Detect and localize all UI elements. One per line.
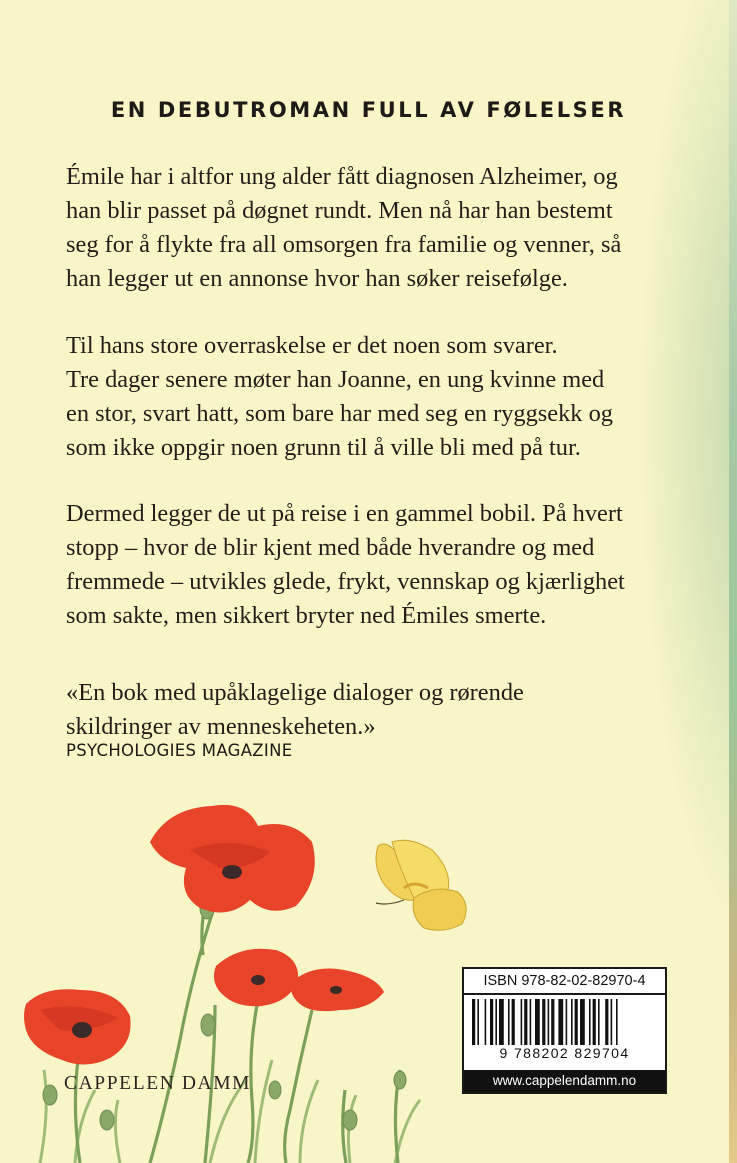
barcode-bars [472, 999, 657, 1045]
barcode-bar [499, 999, 504, 1045]
poppy-flower-icon [150, 805, 315, 913]
headline: EN DEBUTROMAN FULL AV FØLELSER [110, 98, 627, 122]
barcode-bar [589, 999, 591, 1045]
barcode-bar [485, 999, 487, 1045]
blurb-line: Til hans store overraskelse er det noen som svarer. [66, 332, 558, 359]
isbn-label: ISBN 978-82-02-82970-4 [464, 971, 665, 995]
quote-source: PSYCHOLOGIES MAGAZINE [66, 741, 293, 760]
barcode-bar [616, 999, 618, 1045]
butterfly-icon [376, 840, 466, 930]
barcode-bar [593, 999, 596, 1045]
blurb-line: Dermed legger de ut på reise i en gammel bobil. På hvert [66, 500, 623, 527]
blurb-paragraph-3 [66, 497, 686, 633]
barcode-bar [598, 999, 600, 1045]
blurb-line: Tre dager senere møter han Joanne, en ung kvinne med [66, 366, 605, 393]
blurb-line: seg for å flykte fra all omsorgen fra familie og venner, så [66, 231, 622, 258]
barcode-bar [530, 999, 532, 1045]
poppy-flower-icon [24, 989, 131, 1064]
barcode-bar [477, 999, 479, 1045]
publisher-url: www.cappelendamm.no [464, 1070, 665, 1092]
barcode-bar [472, 999, 475, 1045]
quote-line: skildringer av menneskeheten.» [66, 713, 376, 740]
blurb-paragraph-2 [66, 329, 686, 465]
barcode-bar [558, 999, 563, 1045]
barcode-bar [575, 999, 578, 1045]
blurb-line: som ikke oppgir noen grunn til å ville bli med på tur. [66, 434, 581, 461]
barcode-bar [524, 999, 527, 1045]
barcode-bar [571, 999, 573, 1045]
barcode-bar [605, 999, 608, 1045]
review-quote [66, 676, 686, 744]
blurb-line: Émile har i altfor ung alder fått diagnosen Alzheimer, og [66, 163, 618, 190]
poppy-flower-icon [214, 949, 298, 1007]
poppy-flower-icon [291, 969, 384, 1012]
blurb-paragraph-1 [66, 160, 686, 296]
barcode-bar [512, 999, 515, 1045]
publisher-logo: CAPPELEN DAMM [64, 1073, 252, 1094]
barcode-digits: 9 788202 829704 [499, 1045, 630, 1061]
blurb-line: han legger ut en annonse hvor han søker reisefølge. [66, 265, 568, 292]
barcode-bar [580, 999, 585, 1045]
blurb-line: stopp – hvor de blir kjent med både hverandre og med [66, 534, 595, 561]
barcode-bar [495, 999, 497, 1045]
barcode-bar [521, 999, 523, 1045]
blurb-line: fremmede – utvikles glede, frykt, vennskap og kjærlighet [66, 568, 625, 595]
barcode-bar [508, 999, 510, 1045]
barcode-bar [548, 999, 550, 1045]
blurb-line: han blir passet på døgnet rundt. Men nå har han bestemt [66, 197, 613, 224]
barcode-bar [542, 999, 545, 1045]
blurb-line: en stor, svart hatt, som bare har med seg en ryggsekk og [66, 400, 613, 427]
barcode-bar [535, 999, 540, 1045]
barcode-bar [566, 999, 568, 1045]
blurb-line: som sakte, men sikkert bryter ned Émiles smerte. [66, 602, 547, 629]
isbn-barcode [462, 967, 667, 1094]
barcode-bar [551, 999, 554, 1045]
barcode-bar [490, 999, 493, 1045]
quote-line: «En bok med upåklagelige dialoger og rørende [66, 679, 524, 706]
barcode-bar [611, 999, 613, 1045]
